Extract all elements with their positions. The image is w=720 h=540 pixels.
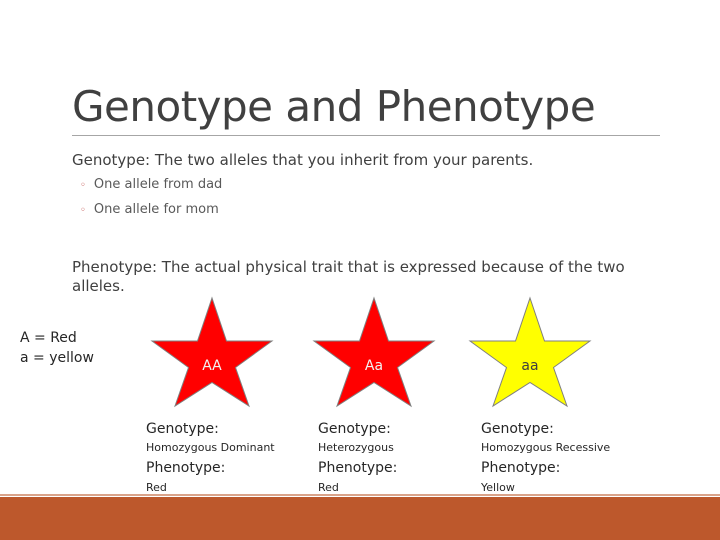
genotype-value: Heterozygous	[318, 441, 394, 454]
bullet-item	[80, 202, 219, 217]
bullet-item	[80, 177, 222, 192]
phenotype-value: Red	[318, 481, 339, 494]
phenotype-heading: Phenotype:	[146, 460, 226, 476]
star-shape-aa-hetero	[312, 296, 436, 408]
bullet-text: One allele from dad	[93, 177, 223, 192]
star-shape-aa-recessive	[468, 296, 592, 408]
legend-item-recessive: a = yellow	[20, 350, 94, 366]
genotype-definition: Genotype: The two alleles that you inherit from your parents.	[72, 151, 534, 169]
footer-accent-line	[0, 494, 720, 496]
phenotype-heading: Phenotype:	[481, 460, 561, 476]
star-label-aa: aa	[521, 358, 539, 374]
bullet-icon: ◦	[80, 205, 86, 216]
genotype-heading: Genotype:	[146, 421, 219, 437]
bullet-icon: ◦	[80, 180, 86, 191]
star-fill	[152, 298, 272, 406]
legend-item-dominant: A = Red	[20, 330, 77, 346]
genotype-value: Homozygous Dominant	[146, 441, 275, 454]
star-label-AA: AA	[202, 358, 222, 374]
title-divider	[72, 135, 660, 136]
genotype-heading: Genotype:	[318, 421, 391, 437]
star-label-Aa: Aa	[364, 358, 384, 374]
slide-title: Genotype and Phenotype	[72, 82, 596, 131]
allele-legend	[20, 328, 94, 368]
phenotype-value: Red	[146, 481, 167, 494]
footer-bar	[0, 497, 720, 540]
star-fill	[470, 298, 590, 406]
phenotype-value: Yellow	[481, 481, 515, 494]
phenotype-definition: Phenotype: The actual physical trait that is expressed because of the two alleles.	[72, 258, 625, 295]
bullet-text: One allele for mom	[93, 202, 219, 217]
genotype-value: Homozygous Recessive	[481, 441, 611, 454]
star-fill	[314, 298, 434, 406]
genotype-heading: Genotype:	[481, 421, 554, 437]
star-shape-aa-dominant	[150, 296, 274, 408]
phenotype-heading: Phenotype:	[318, 460, 398, 476]
